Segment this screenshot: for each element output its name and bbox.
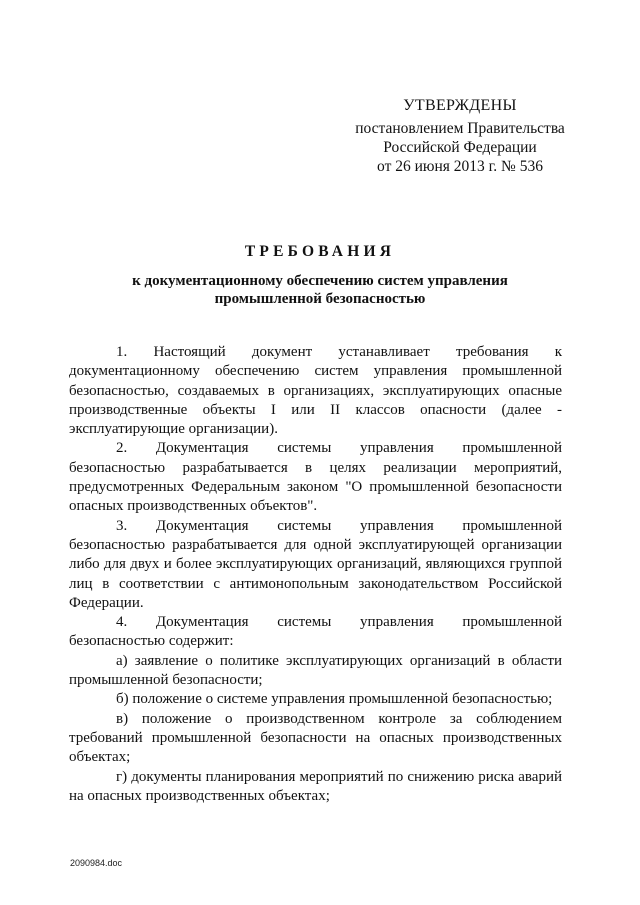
approval-block (330, 96, 590, 176)
paragraph-1: 1. Настоящий документ устанавливает требования к документационному обеспечению систем управления промышленной безопасностью, создаваемых в организациях, эксплуатирующих опасные производственные объекты I или II классов опасности (далее - эксплуатирующие организации). (69, 344, 562, 438)
approval-line-1: постановлением Правительства (355, 120, 565, 137)
file-name-footer: 2090984.doc (70, 858, 123, 868)
approval-line-3: от 26 июня 2013 г. № 536 (377, 158, 543, 175)
document-body (69, 343, 562, 806)
approval-heading: УТВЕРЖДЕНЫ (403, 97, 517, 114)
document-subtitle: к документационному обеспечению систем управления промышленной безопасностью (132, 273, 508, 307)
list-item-g: г) документы планирования мероприятий по снижению риска аварий на опасных производственных объектах; (69, 768, 562, 804)
paragraph-3: 3. Документация системы управления промышленной безопасностью разрабатывается для одной эксплуатирующей организации либо для двух и более эксплуатирующих организаций, являющихся группой лиц в соответствии с антимонопольным законодательством Российской Федерации. (69, 517, 562, 611)
list-item-a: а) заявление о политике эксплуатирующих организаций в области промышленной безопасности; (69, 652, 562, 689)
list-item-b: б) положение о системе управления промышленной безопасностью; (116, 691, 553, 708)
paragraph-4: 4. Документация системы управления промышленной безопасностью содержит: (69, 614, 562, 650)
approval-line-2: Российской Федерации (383, 139, 537, 156)
list-item-v: в) положение о производственном контроле за соблюдением требований промышленной безопасности на опасных производственных объектах; (69, 710, 562, 766)
paragraph-2: 2. Документация системы управления промышленной безопасностью разрабатывается в целях реализации мероприятий, предусмотренных Федеральным законом "О промышленной безопасности опасных производственных объектов". (69, 440, 562, 515)
document-title: ТРЕБОВАНИЯ (244, 243, 396, 260)
